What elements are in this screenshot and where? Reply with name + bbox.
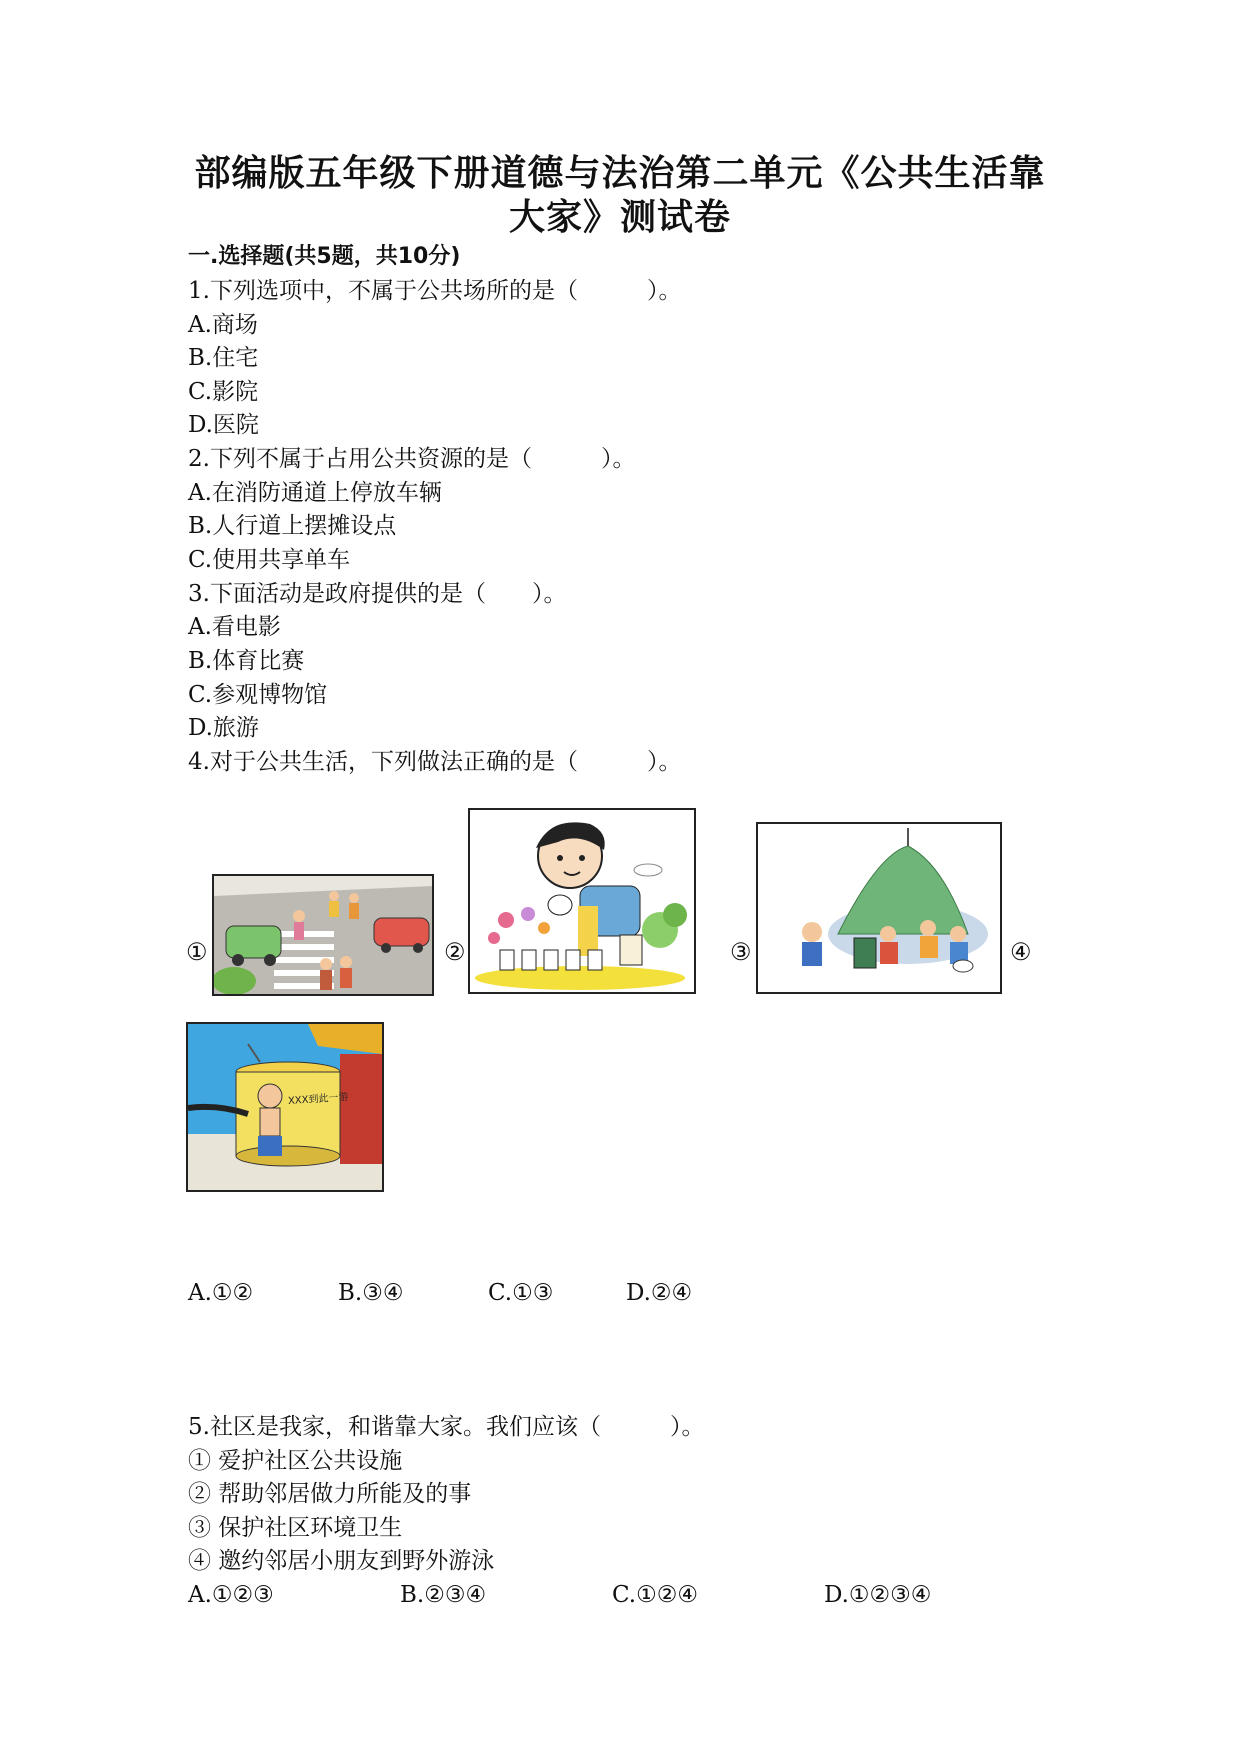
q5-option-a: A.①②③ bbox=[188, 1582, 274, 1608]
children-cleaning-illustration bbox=[756, 822, 1002, 994]
q5-option-b: B.②③④ bbox=[400, 1582, 487, 1608]
q3-option-a: A.看电影 bbox=[188, 614, 281, 640]
q4-option-d: D.②④ bbox=[626, 1280, 693, 1306]
section-heading: 一.选择题(共5题，共10分) bbox=[188, 244, 461, 269]
q3-option-b: B.体育比赛 bbox=[188, 648, 305, 674]
marker-2: ② bbox=[444, 938, 466, 966]
graffiti-text: XXX到此一游 bbox=[287, 1091, 349, 1108]
q5-option-d: D.①②③④ bbox=[824, 1582, 932, 1608]
q5-item-3: ③ 保护社区环境卫生 bbox=[188, 1515, 403, 1541]
question-3-stem: 3.下面活动是政府提供的是（ ）。 bbox=[188, 581, 567, 607]
question-4-stem: 4.对于公共生活，下列做法正确的是（ ）。 bbox=[188, 749, 682, 775]
q3-option-c: C.参观博物馆 bbox=[188, 682, 328, 708]
q5-item-2: ② 帮助邻居做力所能及的事 bbox=[188, 1481, 472, 1507]
marker-4: ④ bbox=[1010, 938, 1032, 966]
crosswalk-illustration bbox=[212, 874, 434, 996]
q5-item-1: ① 爱护社区公共设施 bbox=[188, 1448, 403, 1474]
q5-item-4: ④ 邀约邻居小朋友到野外游泳 bbox=[188, 1548, 495, 1574]
question-1-stem: 1.下列选项中，不属于公共场所的是（ ）。 bbox=[188, 278, 682, 304]
marker-1: ① bbox=[186, 938, 208, 966]
question-5-stem: 5.社区是我家，和谐靠大家。我们应该（ ）。 bbox=[188, 1414, 705, 1440]
q5-option-c: C.①②④ bbox=[612, 1582, 698, 1608]
page-title-line2: 大家》测试卷 bbox=[508, 197, 731, 238]
q1-option-b: B.住宅 bbox=[188, 345, 259, 371]
question-2-stem: 2.下列不属于占用公共资源的是（ ）。 bbox=[188, 446, 636, 472]
q2-option-c: C.使用共享单车 bbox=[188, 547, 351, 573]
q2-option-b: B.人行道上摆摊设点 bbox=[188, 513, 397, 539]
q4-option-c: C.①③ bbox=[488, 1280, 554, 1306]
q4-option-a: A.①② bbox=[188, 1280, 254, 1306]
q4-option-b: B.③④ bbox=[338, 1280, 404, 1306]
marker-3: ③ bbox=[730, 938, 752, 966]
q1-option-a: A.商场 bbox=[188, 312, 258, 338]
graffiti-illustration bbox=[186, 1022, 384, 1192]
page-title-line1: 部编版五年级下册道德与法治第二单元《公共生活靠 bbox=[194, 153, 1046, 194]
q1-option-c: C.影院 bbox=[188, 379, 259, 405]
q1-option-d: D.医院 bbox=[188, 412, 259, 438]
q3-option-d: D.旅游 bbox=[188, 715, 259, 741]
boy-picking-flowers-illustration bbox=[468, 808, 696, 994]
q2-option-a: A.在消防通道上停放车辆 bbox=[188, 480, 442, 506]
